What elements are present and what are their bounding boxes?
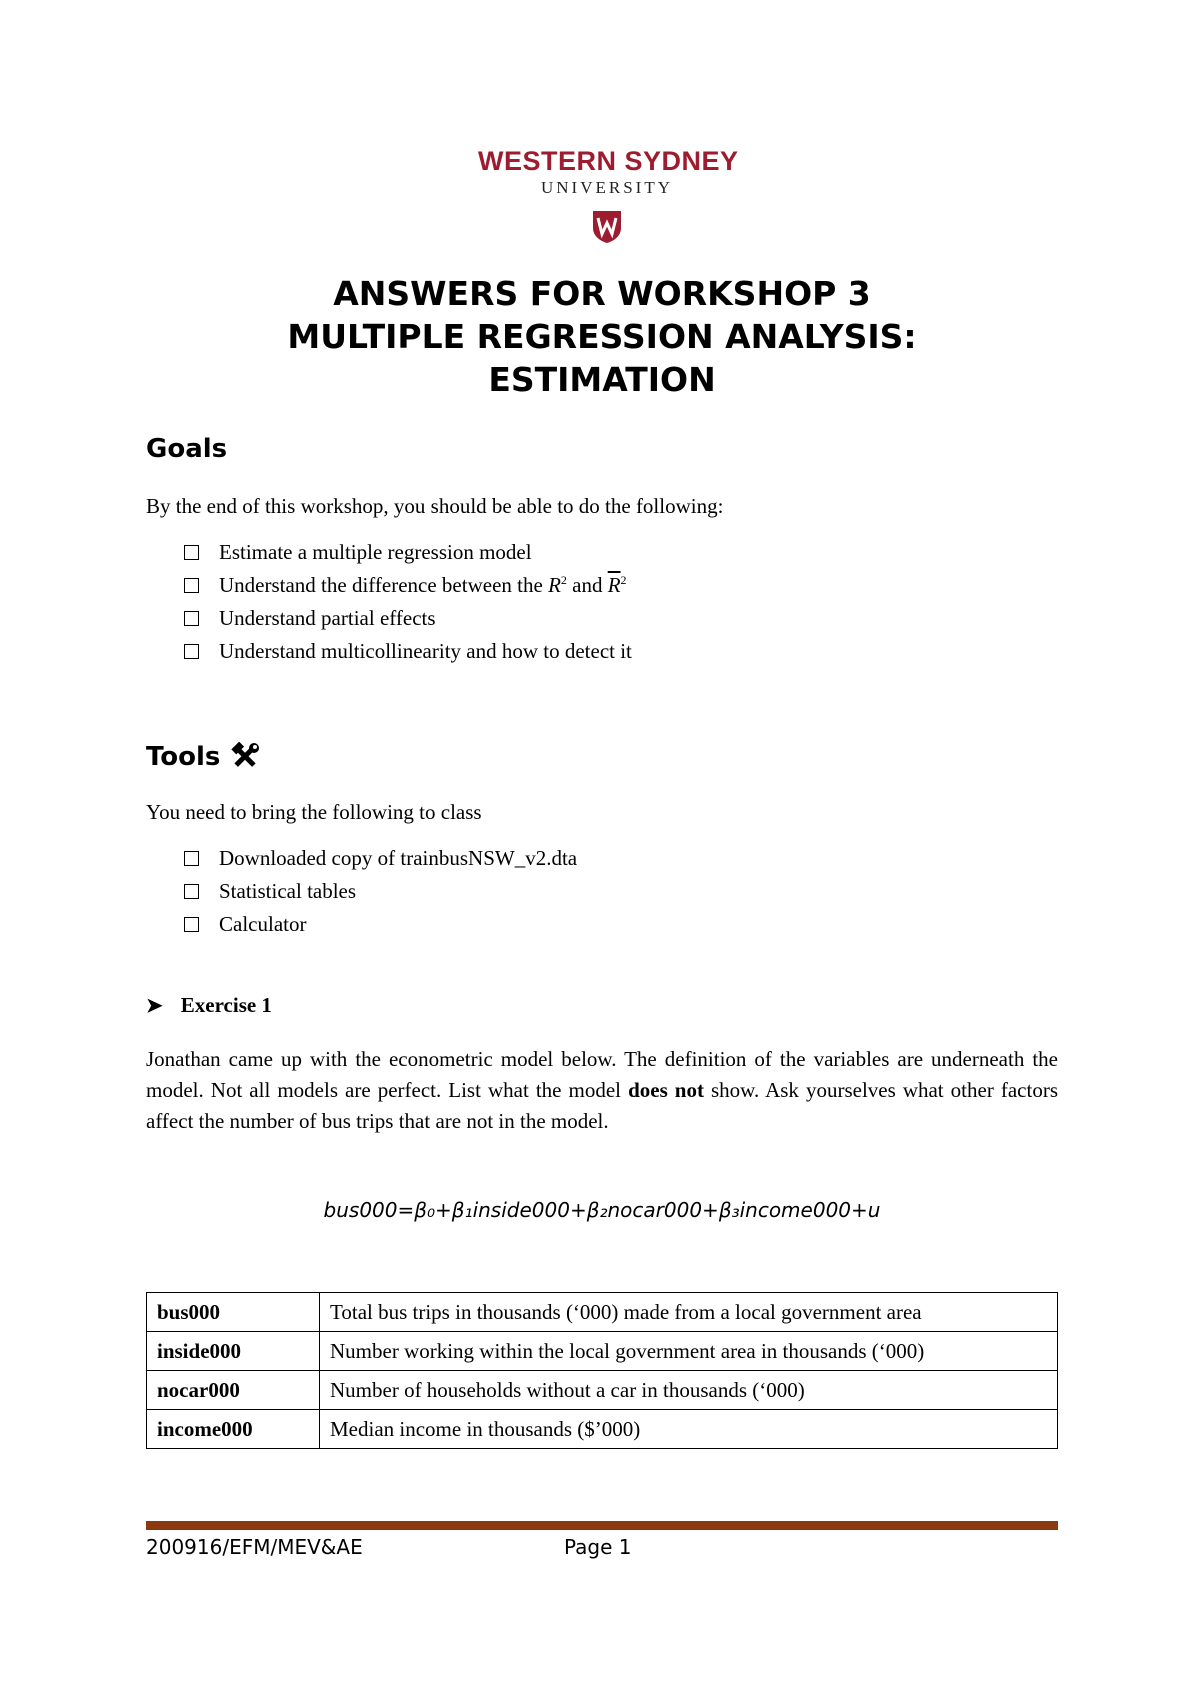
goals-checklist xyxy=(184,536,632,668)
logo-wordmark-line1: WESTERN SYDNEY xyxy=(478,146,739,176)
variable-definition-cell: Median income in thousands ($’000) xyxy=(320,1410,1058,1449)
checkbox-icon xyxy=(184,644,199,659)
table-row xyxy=(147,1293,1058,1332)
checkbox-icon xyxy=(184,884,199,899)
goal-item: Understand partial effects xyxy=(184,602,632,635)
goal-item: Understand multicollinearity and how to detect it xyxy=(184,635,632,668)
title-line-2: MULTIPLE REGRESSION ANALYSIS: xyxy=(287,317,917,356)
checkbox-icon xyxy=(184,545,199,560)
shield-icon xyxy=(592,210,622,244)
variable-definition-cell: Number working within the local government area in thousands (‘000) xyxy=(320,1332,1058,1371)
tool-item: Calculator xyxy=(184,908,577,941)
hammer-wrench-icon xyxy=(230,742,260,772)
university-logo xyxy=(478,146,739,244)
tools-heading: Tools xyxy=(146,742,260,772)
adjusted-r-squared-symbol: $\overline{R}^2$ xyxy=(607,573,627,597)
document-title xyxy=(146,272,1058,401)
exercise-text: Jonathan came up with the econometric model below. The definition of the variables are underneath the model. Not all models are perfect. List what the model does not show. Ask yourselves what other factors affect the number of bus trips that are not in the model. xyxy=(146,1047,1058,1133)
variable-name-cell: income000 xyxy=(147,1410,320,1449)
exercise-heading: ➤ Exercise 1 xyxy=(146,993,272,1017)
goal-item: Estimate a multiple regression model xyxy=(184,536,632,569)
variable-name-cell: bus000 xyxy=(147,1293,320,1332)
tool-item: Downloaded copy of trainbusNSW_v2.dta xyxy=(184,842,577,875)
checkbox-icon xyxy=(184,917,199,932)
footer-divider xyxy=(146,1521,1058,1530)
variable-definition-cell: Total bus trips in thousands (‘000) made from a local government area xyxy=(320,1293,1058,1332)
tools-checklist xyxy=(184,842,577,941)
checkbox-icon xyxy=(184,578,199,593)
table-row xyxy=(147,1332,1058,1371)
checkbox-icon xyxy=(184,611,199,626)
variable-name-cell: inside000 xyxy=(147,1332,320,1371)
tool-item: Statistical tables xyxy=(184,875,577,908)
variable-definitions-table xyxy=(146,1292,1058,1449)
footer-code: 200916/EFM/MEV&AE xyxy=(146,1535,363,1559)
table-row xyxy=(147,1410,1058,1449)
goal-item: Understand the difference between the $R^2$ and $\overline{R}^2$ xyxy=(184,569,632,602)
checkbox-icon xyxy=(184,851,199,866)
r-squared-symbol: $R^2$ xyxy=(548,573,567,597)
variable-name-cell: nocar000 xyxy=(147,1371,320,1410)
logo-wordmark-line2: UNIVERSITY xyxy=(541,178,673,197)
page-number: Page 1 xyxy=(564,1535,632,1559)
table-row xyxy=(147,1371,1058,1410)
regression-equation: bus000=β₀+β₁inside000+β₂nocar000+β₃income000+u xyxy=(323,1198,881,1222)
goals-intro: By the end of this workshop, you should be able to do the following: xyxy=(146,494,724,518)
arrow-bullet-icon: ➤ xyxy=(146,995,163,1017)
title-line-1: ANSWERS FOR WORKSHOP 3 xyxy=(333,274,871,313)
variable-definition-cell: Number of households without a car in thousands (‘000) xyxy=(320,1371,1058,1410)
goals-heading: Goals xyxy=(146,434,228,464)
title-line-3: ESTIMATION xyxy=(488,360,716,399)
tools-intro: You need to bring the following to class xyxy=(146,800,482,824)
